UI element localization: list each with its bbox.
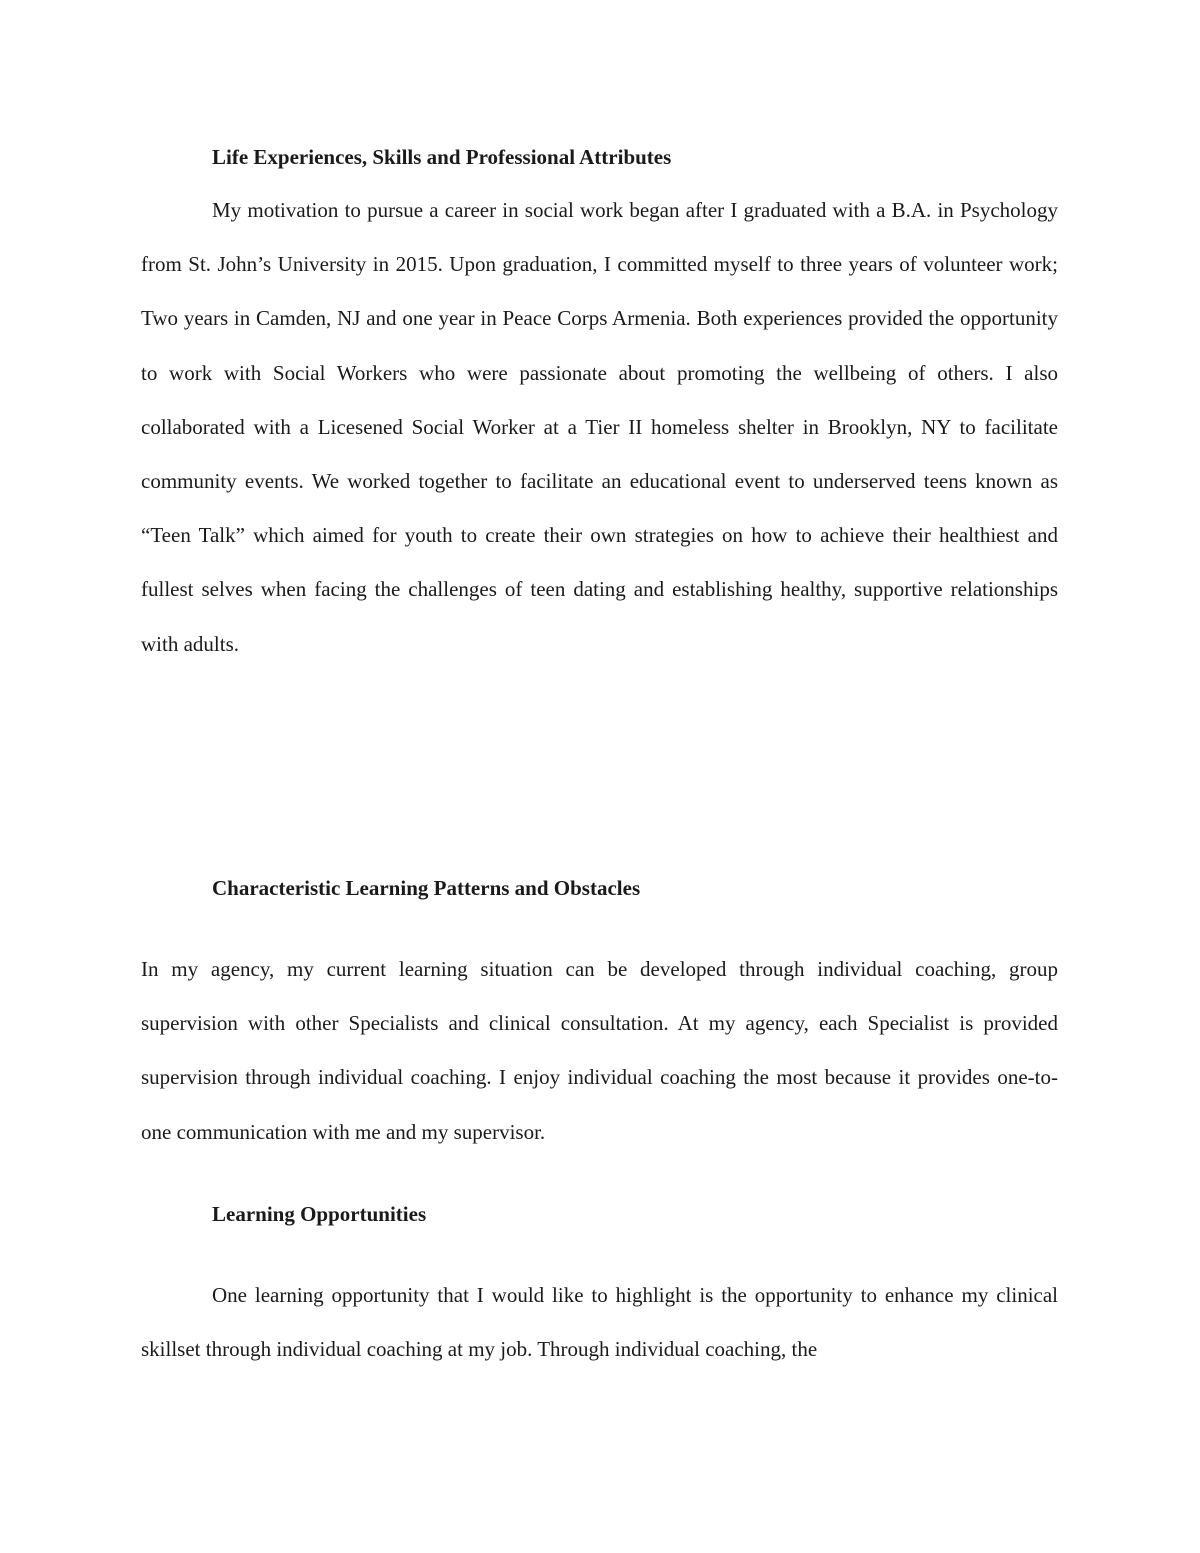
section-heading-learning-patterns: Characteristic Learning Patterns and Obstacles — [212, 876, 641, 900]
paragraph-learning-patterns: In my agency, my current learning situation can be developed through individual coaching, group supervision with other Specialists and clinical consultation. At my agency, each Specialist is provided supervision through individual coaching. I enjoy individual coaching the most because it provides one-to-one communication with me and my supervisor. — [141, 957, 1058, 1144]
paragraph-life-experiences: My motivation to pursue a career in social work began after I graduated with a B.A. in Psychology from St. John’s University in 2015. Upon graduation, I committed myself to three years of volunteer work; Two years in Camden, NJ and one year in Peace Corps Armenia. Both experiences provided the opportunity to work with Social Workers who were passionate about promoting the wellbeing of others. I also collaborated with a Licesened Social Worker at a Tier II homeless shelter in Brooklyn, NY to facilitate community events. We worked together to facilitate an educational event to underserved teens known as “Teen Talk” which aimed for youth to create their own strategies on how to achieve their healthiest and fullest selves when facing the challenges of teen dating and establishing healthy, supportive relationships with adults. — [141, 198, 1058, 656]
section-heading-learning-opportunities: Learning Opportunities — [212, 1202, 427, 1226]
section-heading-life-experiences: Life Experiences, Skills and Professional Attributes — [212, 145, 672, 169]
paragraph-learning-opportunities: One learning opportunity that I would like to highlight is the opportunity to enhance my clinical skillset through individual coaching at my job. Through individual coaching, the — [141, 1283, 1058, 1362]
